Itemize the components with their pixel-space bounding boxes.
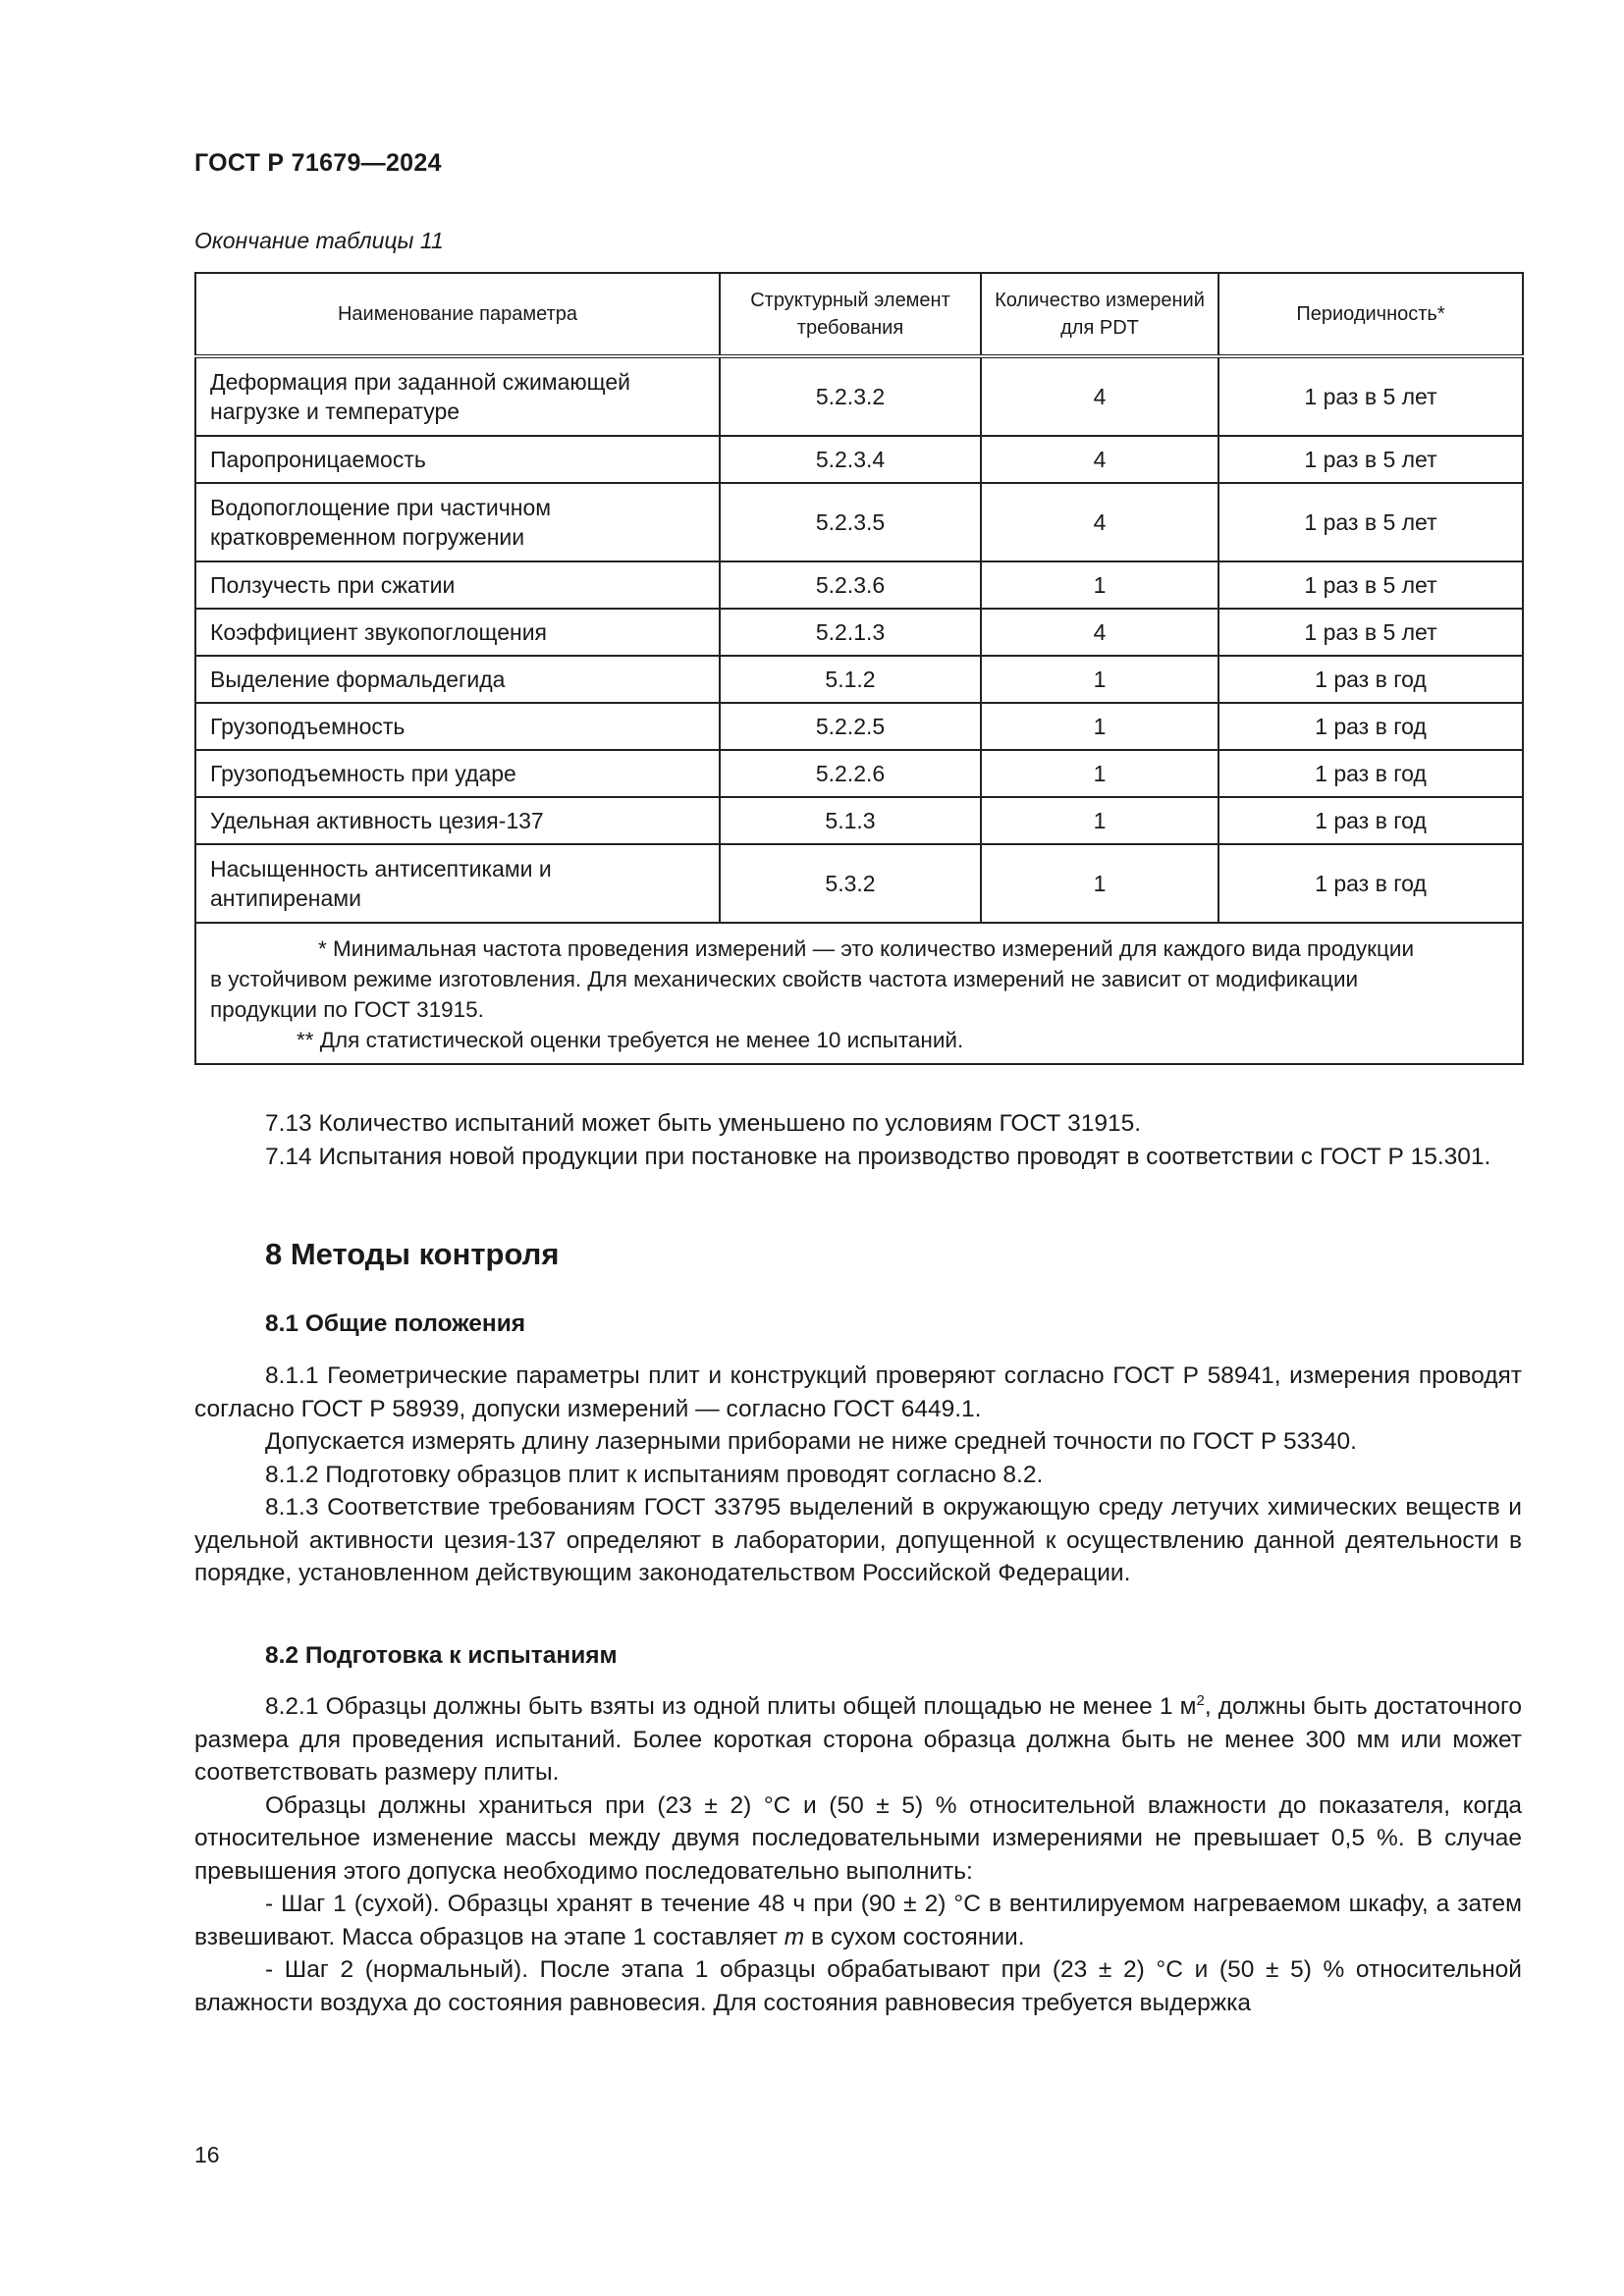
paragraph-7-14: 7.14 Испытания новой продукции при постановке на производство проводят в соответствии с ГОСТ Р 15.301.	[265, 1143, 1491, 1170]
paragraph-8-2-1-text: 8.2.1 Образцы должны быть взяты из одной плиты общей площадью не менее 1 м	[265, 1693, 1197, 1720]
cell-period: 1 раз в год	[1218, 703, 1523, 750]
cell-name: Удельная активность цезия-137	[195, 797, 720, 844]
cell-count: 1	[981, 703, 1218, 750]
paragraph-step-1	[194, 1888, 1522, 1953]
cell-name: Грузоподъемность	[195, 703, 720, 750]
cell-period: 1 раз в год	[1218, 656, 1523, 703]
cell-element: 5.2.3.4	[720, 436, 981, 483]
cell-period: 1 раз в 5 лет	[1218, 483, 1523, 561]
clause-7-13-block	[194, 1107, 1522, 1173]
cell-name: Коэффициент звукопоглощения	[195, 609, 720, 656]
cell-count: 1	[981, 750, 1218, 797]
cell-element: 5.2.3.5	[720, 483, 981, 561]
subsection-8-2-heading: 8.2 Подготовка к испытаниям	[265, 1642, 618, 1669]
table-row	[195, 483, 1523, 561]
table-caption: Окончание таблицы 11	[194, 228, 444, 253]
table-header-row	[195, 273, 1523, 356]
table-note-1-line: в устойчивом режиме изготовления. Для механических свойств частота измерений не зависит от модификации	[210, 967, 1359, 991]
cell-count: 4	[981, 436, 1218, 483]
cell-period: 1 раз в год	[1218, 844, 1523, 923]
table-row	[195, 561, 1523, 609]
page-number: 16	[194, 2142, 220, 2167]
cell-count: 4	[981, 483, 1218, 561]
cell-period: 1 раз в 5 лет	[1218, 436, 1523, 483]
cell-name: Деформация при заданной сжимающей нагрузке и температуре	[195, 356, 720, 436]
paragraph-step-2: - Шаг 2 (нормальный). После этапа 1 образцы обрабатывают при (23 ± 2) °C и (50 ± 5) % относительной влажности воздуха до состояния равновесия. Для состояния равновесия требуется выдержка	[194, 1956, 1522, 2016]
cell-element: 5.2.2.6	[720, 750, 981, 797]
column-header-period: Периодичность*	[1218, 273, 1523, 356]
table-notes	[195, 923, 1523, 1064]
table-note-1-line: * Минимальная частота проведения измерений — это количество измерений для каждого вида продукции	[318, 936, 1415, 961]
cell-name: Паропроницаемость	[195, 436, 720, 483]
document-code: ГОСТ Р 71679—2024	[194, 149, 442, 177]
paragraph-8-1-3: 8.1.3 Соответствие требованиям ГОСТ 33795 выделений в окружающую среду летучих химических веществ и удельной активности цезия-137 определяют в лаборатории, допущенной к осуществлению данной деятельности в порядке, установленном действующим законодательством Российской Федерации.	[194, 1494, 1522, 1586]
cell-name: Водопоглощение при частичном кратковременном погружении	[195, 483, 720, 561]
cell-name: Выделение формальдегида	[195, 656, 720, 703]
cell-element: 5.2.1.3	[720, 609, 981, 656]
cell-period: 1 раз в год	[1218, 797, 1523, 844]
cell-element: 5.1.3	[720, 797, 981, 844]
table-row	[195, 844, 1523, 923]
section-8-heading: 8 Методы контроля	[265, 1237, 560, 1271]
table-row	[195, 436, 1523, 483]
cell-element: 5.2.3.6	[720, 561, 981, 609]
cell-element: 5.3.2	[720, 844, 981, 923]
cell-name: Грузоподъемность при ударе	[195, 750, 720, 797]
table-row	[195, 356, 1523, 436]
paragraph-storage-conditions: Образцы должны храниться при (23 ± 2) °C и (50 ± 5) % относительной влажности до показателя, когда относительное изменение массы между двумя последовательными измерениями не превышает 0,5 %. В случае превышения этого допуска необходимо последовательно выполнить:	[194, 1791, 1522, 1885]
cell-period: 1 раз в 5 лет	[1218, 356, 1523, 436]
paragraph-7-13: 7.13 Количество испытаний может быть уменьшено по условиям ГОСТ 31915.	[265, 1110, 1142, 1137]
cell-count: 1	[981, 561, 1218, 609]
paragraph-laser-measurement: Допускается измерять длину лазерными приборами не ниже средней точности по ГОСТ Р 53340.	[265, 1428, 1357, 1455]
cell-count: 4	[981, 609, 1218, 656]
table-row	[195, 703, 1523, 750]
table-note-2: ** Для статистической оценки требуется не менее 10 испытаний.	[297, 1028, 964, 1052]
column-header-element: Структурный элемент требования	[720, 273, 981, 356]
cell-name: Насыщенность антисептиками и антипиренами	[195, 844, 720, 923]
cell-count: 1	[981, 797, 1218, 844]
mass-symbol: m	[784, 1923, 805, 1950]
subsection-8-2-body	[194, 1690, 1522, 2019]
table-row	[195, 797, 1523, 844]
cell-name: Ползучесть при сжатии	[195, 561, 720, 609]
step-1-text-cont: в сухом состоянии.	[804, 1923, 1025, 1950]
column-header-count: Количество измерений для PDT	[981, 273, 1218, 356]
cell-element: 5.1.2	[720, 656, 981, 703]
column-header-name: Наименование параметра	[195, 273, 720, 356]
table-row	[195, 656, 1523, 703]
cell-count: 1	[981, 844, 1218, 923]
square-meter-exponent: 2	[1196, 1692, 1205, 1709]
paragraph-8-1-2: 8.1.2 Подготовку образцов плит к испытаниям проводят согласно 8.2.	[265, 1461, 1044, 1488]
cell-element: 5.2.3.2	[720, 356, 981, 436]
cell-period: 1 раз в 5 лет	[1218, 561, 1523, 609]
paragraph-8-2-1-text-cont: , должны быть достаточного размера для проведения испытаний. Более короткая сторона образца должна быть не менее 300 мм или может соответствовать размеру плиты.	[194, 1693, 1522, 1786]
requirements-table	[194, 272, 1524, 1065]
cell-element: 5.2.2.5	[720, 703, 981, 750]
table-notes-row	[195, 923, 1523, 1064]
subsection-8-1-heading: 8.1 Общие положения	[265, 1310, 526, 1337]
table-note-1-line: продукции по ГОСТ 31915.	[210, 997, 484, 1022]
step-1-text: - Шаг 1 (сухой). Образцы хранят в течение 48 ч при (90 ± 2) °C в вентилируемом нагреваемом шкафу, а затем взвешивают. Масса образцов на этапе 1 составляет	[194, 1891, 1522, 1950]
cell-period: 1 раз в год	[1218, 750, 1523, 797]
table-row	[195, 750, 1523, 797]
cell-count: 1	[981, 656, 1218, 703]
cell-count: 4	[981, 356, 1218, 436]
cell-period: 1 раз в 5 лет	[1218, 609, 1523, 656]
subsection-8-1-body	[194, 1360, 1522, 1590]
paragraph-8-2-1	[194, 1690, 1522, 1789]
table-row	[195, 609, 1523, 656]
paragraph-8-1-1: 8.1.1 Геометрические параметры плит и конструкций проверяют согласно ГОСТ Р 58941, измерения проводят согласно ГОСТ Р 58939, допуски измерений — согласно ГОСТ 6449.1.	[194, 1362, 1522, 1422]
